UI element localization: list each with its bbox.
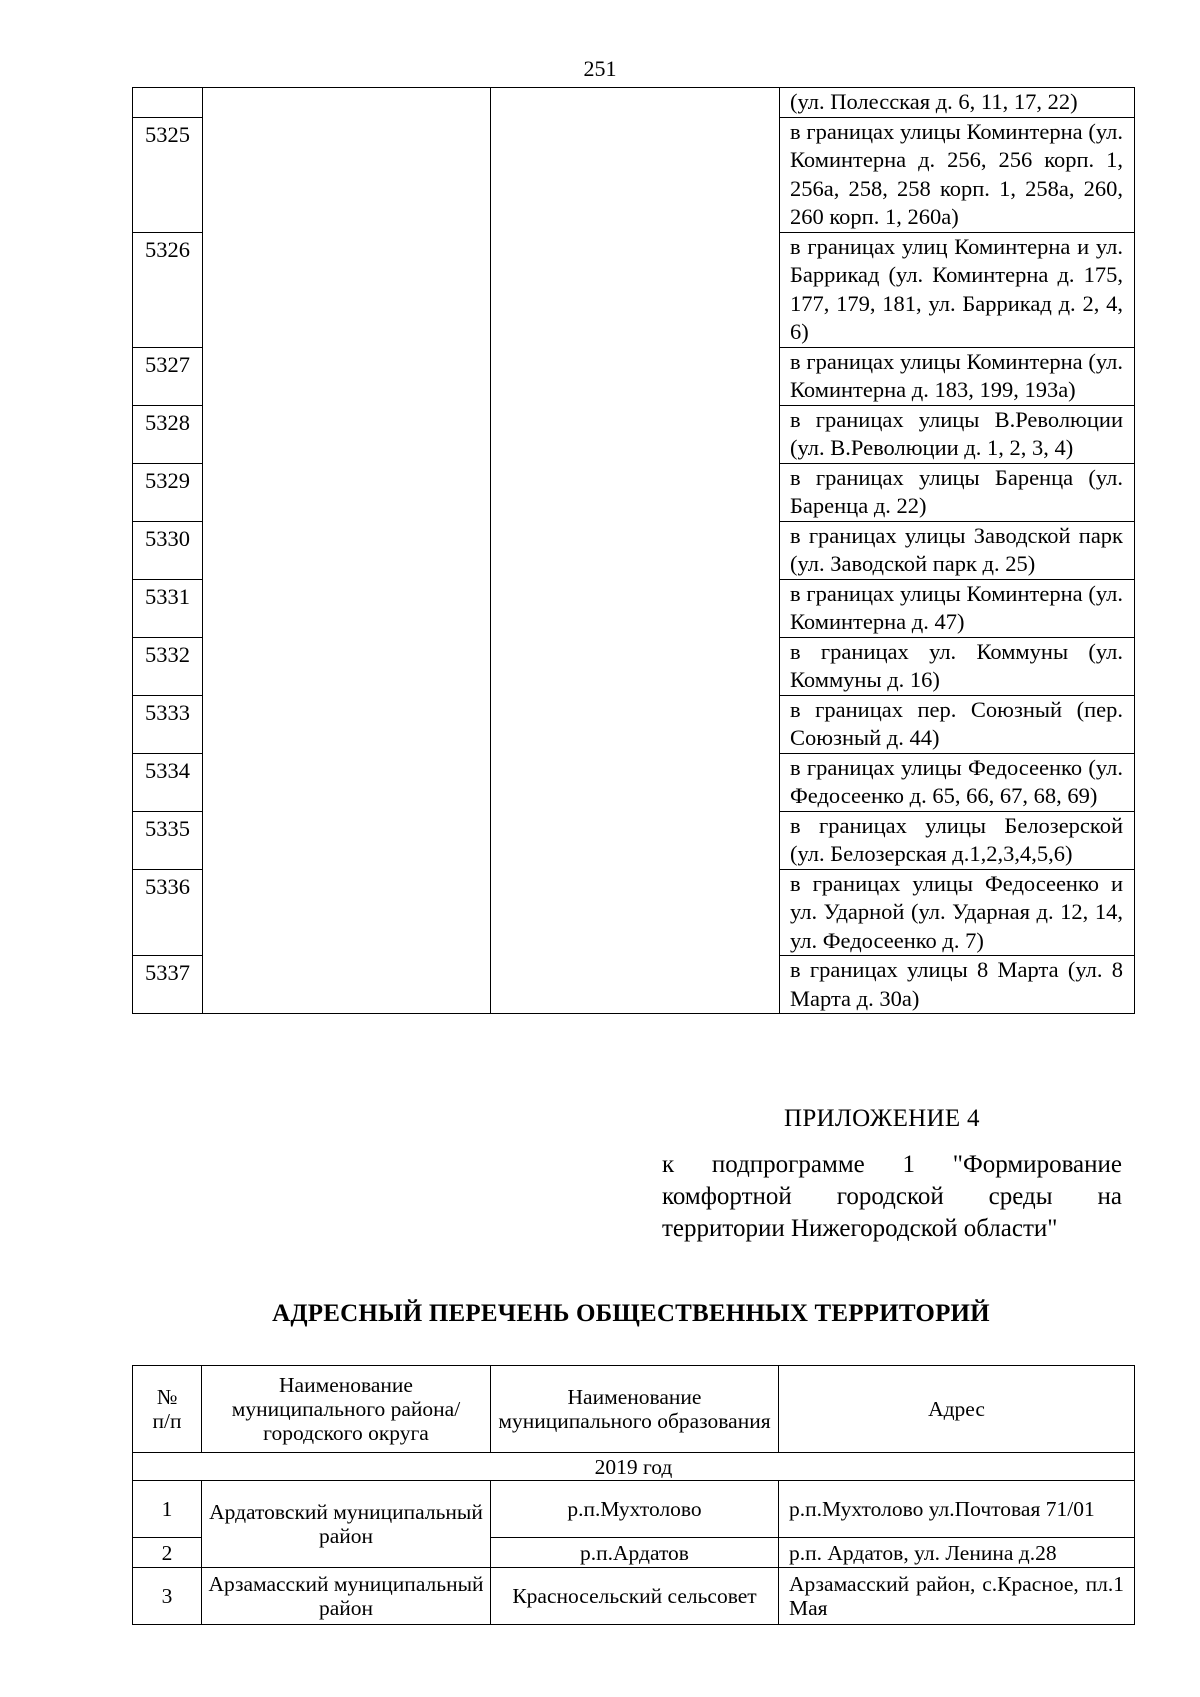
appendix-description: к подпрограмме 1 "Формирование комфортной городской среды на территории Нижегородской области" bbox=[662, 1151, 1122, 1242]
address-cell: Арзамасский район, с.Красное, пл.1 Мая bbox=[779, 1568, 1135, 1625]
municipality-cell bbox=[491, 869, 780, 956]
address-cell: в границах улицы Федосеенко (ул. Федосеенко д. 65, 66, 67, 68, 69) bbox=[780, 753, 1135, 811]
table-row bbox=[133, 88, 1135, 118]
row-number: 5330 bbox=[133, 521, 203, 579]
municipality-cell: Красносельский сельсовет bbox=[491, 1568, 779, 1625]
municipality-cell bbox=[491, 811, 780, 869]
table-row bbox=[133, 463, 1135, 521]
row-number: 5329 bbox=[133, 463, 203, 521]
row-number: 3 bbox=[133, 1568, 202, 1625]
municipality-cell bbox=[491, 521, 780, 579]
row-number: 2 bbox=[133, 1538, 202, 1568]
address-cell: в границах улицы Коминтерна (ул. Коминтерна д. 183, 199, 193а) bbox=[780, 347, 1135, 405]
row-number: 5328 bbox=[133, 405, 203, 463]
table-row bbox=[133, 232, 1135, 347]
document-title: АДРЕСНЫЙ ПЕРЕЧЕНЬ ОБЩЕСТВЕННЫХ ТЕРРИТОРИЙ bbox=[272, 1300, 990, 1327]
row-number: 5334 bbox=[133, 753, 203, 811]
district-cell bbox=[203, 88, 491, 118]
municipality-cell bbox=[491, 637, 780, 695]
address-cell: в границах улицы Белозерской (ул. Белозерская д.1,2,3,4,5,6) bbox=[780, 811, 1135, 869]
address-cell: в границах улицы Федосеенко и ул. Ударной (ул. Ударная д. 12, 14, ул. Федосеенко д. 7) bbox=[780, 869, 1135, 956]
municipality-cell bbox=[491, 405, 780, 463]
table-row bbox=[133, 579, 1135, 637]
municipality-cell bbox=[491, 463, 780, 521]
municipality-cell bbox=[491, 956, 780, 1014]
table-row bbox=[133, 869, 1135, 956]
address-cell: р.п.Мухтолово ул.Почтовая 71/01 bbox=[779, 1481, 1135, 1538]
continuation-table bbox=[132, 87, 1135, 1014]
table-row bbox=[133, 637, 1135, 695]
district-cell bbox=[203, 637, 491, 695]
address-cell: в границах улицы Баренца (ул. Баренца д. 22) bbox=[780, 463, 1135, 521]
municipality-cell bbox=[491, 695, 780, 753]
address-cell: в границах улицы 8 Марта (ул. 8 Марта д. 30а) bbox=[780, 956, 1135, 1014]
table-row bbox=[133, 1481, 1135, 1538]
row-number: 1 bbox=[133, 1481, 202, 1538]
district-cell bbox=[203, 347, 491, 405]
municipality-cell: р.п.Ардатов bbox=[491, 1538, 779, 1568]
district-cell bbox=[203, 405, 491, 463]
table-row bbox=[133, 811, 1135, 869]
municipality-cell bbox=[491, 88, 780, 118]
table-row bbox=[133, 117, 1135, 232]
district-cell bbox=[203, 232, 491, 347]
address-cell: в границах улицы Заводской парк (ул. Заводской парк д. 25) bbox=[780, 521, 1135, 579]
municipality-cell bbox=[491, 753, 780, 811]
public-territories-table bbox=[132, 1365, 1135, 1625]
row-number: 5327 bbox=[133, 347, 203, 405]
district-cell bbox=[203, 811, 491, 869]
address-cell: в границах ул. Коммуны (ул. Коммуны д. 16) bbox=[780, 637, 1135, 695]
municipality-cell bbox=[491, 117, 780, 232]
table-row bbox=[133, 405, 1135, 463]
table-row bbox=[133, 521, 1135, 579]
address-cell: р.п. Ардатов, ул. Ленина д.28 bbox=[779, 1538, 1135, 1568]
row-number: 5331 bbox=[133, 579, 203, 637]
table-row bbox=[133, 753, 1135, 811]
header-municipality: Наименование муниципального образования bbox=[491, 1366, 779, 1453]
district-cell bbox=[203, 695, 491, 753]
table-row bbox=[133, 1568, 1135, 1625]
year-label: 2019 год bbox=[133, 1453, 1135, 1481]
header-address: Адрес bbox=[779, 1366, 1135, 1453]
district-cell bbox=[203, 753, 491, 811]
address-cell: в границах улицы Коминтерна (ул. Коминтерна д. 256, 256 корп. 1, 256а, 258, 258 корп. 1, 258а, 260, 260 корп. 1, 260а) bbox=[780, 117, 1135, 232]
address-cell: в границах улицы Коминтерна (ул. Коминтерна д. 47) bbox=[780, 579, 1135, 637]
row-number: 5337 bbox=[133, 956, 203, 1014]
table-row bbox=[133, 695, 1135, 753]
header-number bbox=[133, 1366, 202, 1453]
municipality-cell: р.п.Мухтолово bbox=[491, 1481, 779, 1538]
table-row bbox=[133, 347, 1135, 405]
municipality-cell bbox=[491, 579, 780, 637]
district-cell bbox=[203, 869, 491, 956]
row-number: 5325 bbox=[133, 117, 203, 232]
year-row bbox=[133, 1453, 1135, 1481]
page-number: 251 bbox=[583, 56, 617, 81]
table-header-row bbox=[133, 1366, 1135, 1453]
address-cell: в границах улицы В.Революции (ул. В.Революции д. 1, 2, 3, 4) bbox=[780, 405, 1135, 463]
row-number: 5332 bbox=[133, 637, 203, 695]
header-number-text: № п/п bbox=[152, 1385, 182, 1433]
district-cell bbox=[203, 521, 491, 579]
row-number: 5336 bbox=[133, 869, 203, 956]
row-number: 5326 bbox=[133, 232, 203, 347]
municipality-cell bbox=[491, 347, 780, 405]
address-cell: в границах улиц Коминтерна и ул. Баррикад (ул. Коминтерна д. 175, 177, 179, 181, ул. Баррикад д. 2, 4, 6) bbox=[780, 232, 1135, 347]
address-cell: (ул. Полесская д. 6, 11, 17, 22) bbox=[780, 88, 1135, 118]
row-number: 5333 bbox=[133, 695, 203, 753]
district-cell bbox=[203, 463, 491, 521]
district-cell bbox=[203, 579, 491, 637]
appendix-heading: ПРИЛОЖЕНИЕ 4 bbox=[784, 1105, 980, 1132]
table-row bbox=[133, 956, 1135, 1014]
district-cell bbox=[203, 117, 491, 232]
address-cell: в границах пер. Союзный (пер. Союзный д. 44) bbox=[780, 695, 1135, 753]
municipality-cell bbox=[491, 232, 780, 347]
header-district: Наименование муниципального района/ городского округа bbox=[202, 1366, 491, 1453]
district-cell: Арзамасский муниципальный район bbox=[202, 1568, 491, 1625]
district-cell: Ардатовский муниципальный район bbox=[202, 1481, 491, 1568]
district-cell bbox=[203, 956, 491, 1014]
row-number: 5335 bbox=[133, 811, 203, 869]
row-number bbox=[133, 88, 203, 118]
